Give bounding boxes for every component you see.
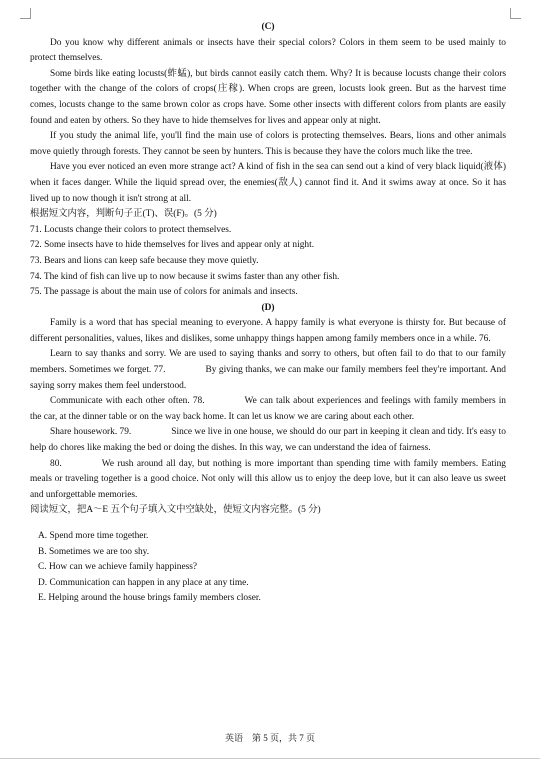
options-list xyxy=(30,529,506,607)
crop-mark-left xyxy=(20,8,31,19)
page-footer: 英语 第 5 页，共 7 页 xyxy=(224,733,315,743)
statement-72: 72. Some insects have to hide themselves for lives and appear only at night. xyxy=(30,240,315,251)
section-d-instruction: 阅读短文，把A～E 五个句子填入文中空缺处，使短文内容完整。(5 分) xyxy=(30,505,321,516)
section-d-paragraph-1 xyxy=(30,316,506,347)
section-d-paragraph-4 xyxy=(30,425,506,456)
section-c-paragraph: If you study the animal life, you'll find the main use of colors is protecting themselves. Bears, lions and other animals move quietly through forests. They cannot be seen by hunters. This is because they have the colors much like the tree. xyxy=(30,131,506,157)
section-c-instruction: 根据短文内容，判断句子正(T)、误(F)。(5 分) xyxy=(30,209,217,220)
section-d-p5-end: We rush around all day, but nothing is more important than spending time with family members. Eating meals or traveling together is a good choice. Not only will this allow us to enjoy the deep love, but it can also leave us sweet and unforgettable memories. xyxy=(30,458,506,500)
section-c-paragraph: Some birds like eating locusts(蚱蜢), but birds cannot easily catch them. Why? It is because locusts change their colors together with the change of the colors of crops(庄稼). When crops are green, locusts look green. But as the harvest time comes, locusts change to the same brown color as crops have. Some other insects with different colors from plants are easily found and eaten by others. So they have to hide themselves for lives and appear only at night. xyxy=(30,68,506,126)
bottom-divider xyxy=(0,758,540,759)
section-d-paragraph-5 xyxy=(30,457,506,504)
statement-73: 73. Bears and lions can keep safe because they move quietly. xyxy=(30,255,259,266)
section-d-title: (D) xyxy=(261,302,275,313)
section-d-p4-start: Share housework. 79. xyxy=(50,427,132,438)
option-e: E. Helping around the house brings family members closer. xyxy=(38,593,261,604)
section-d-paragraph-3 xyxy=(30,394,506,425)
section-d-p2-end: By giving thanks, we can make our family members feel they're important. And saying sorry makes them feel understood. xyxy=(30,365,506,391)
option-b: B. Sometimes we are too shy. xyxy=(38,546,150,557)
section-c-paragraph: Have you ever noticed an even more strange act? A kind of fish in the sea can send out a kind of very black liquid(液体) when it faces danger. While the liquid spread over, the enemies(敌人) cannot find it. And it swims away at once. So it has lived up to now though it isn't strong at all. xyxy=(30,162,506,204)
section-c-paragraph: Do you know why different animals or insects have their special colors? Colors in them seem to be used mainly to protect themselves. xyxy=(30,37,506,64)
option-c: C. How can we achieve family happiness? xyxy=(38,562,198,573)
section-d-p4-end: Since we live in one house, we should do our part in keeping it clean and tidy. It's easy to help do chores like making the bed or doing the dishes. In this way, we can understand the idea of fairness. xyxy=(30,427,506,454)
section-d-p3-end: We can talk about experiences and feelings with family members in the car, at the dinner table or on the way back home. It can let us know we are caring about each other. xyxy=(30,396,506,422)
section-d-p1-text: Family is a word that has special meaning to everyone. A happy family is what everyone is thirsty for. But because of different personalities, values, likes and dislikes, some unhappy things happen among family members once in a while. 76. xyxy=(30,318,506,344)
section-d-paragraph-2 xyxy=(30,347,506,394)
crop-mark-right xyxy=(510,8,521,19)
section-d-p5-start: 80. xyxy=(50,458,62,469)
statement-75: 75. The passage is about the main use of colors for animals and insects. xyxy=(30,287,298,298)
section-c-title: (C) xyxy=(261,22,275,32)
option-a: A. Spend more time together. xyxy=(38,531,149,541)
exam-page xyxy=(30,20,506,607)
section-d-p2-start: Learn to say thanks and sorry. We are used to saying thanks and sorry to others, but often fail to do that to our family members. Sometimes we forget. 77. xyxy=(30,349,506,376)
option-d: D. Communication can happen in any place at any time. xyxy=(38,577,249,588)
statement-74: 74. The kind of fish can live up to now because it swims faster than any other fish. xyxy=(30,271,340,282)
section-d-p3-start: Communicate with each other often. 78. xyxy=(50,396,205,407)
statement-71: 71. Locusts change their colors to protect themselves. xyxy=(30,224,232,235)
